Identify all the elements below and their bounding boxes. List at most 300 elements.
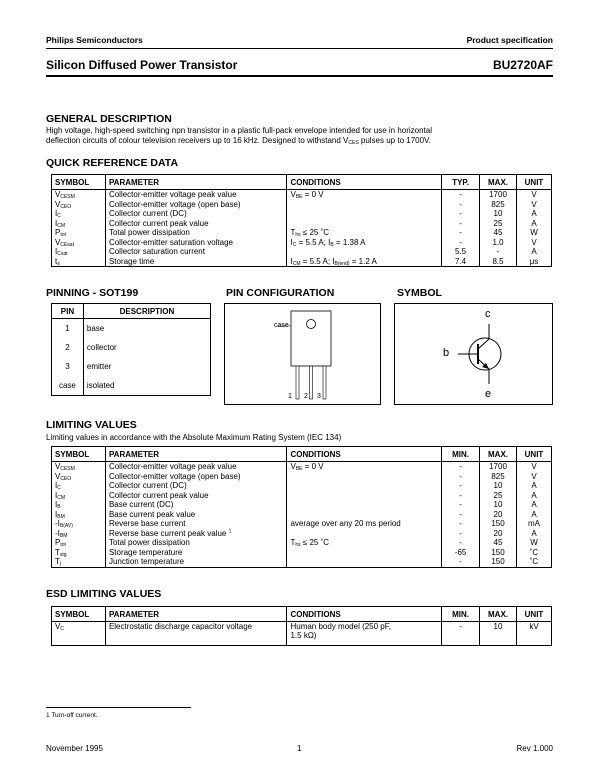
quick-reference-table — [51, 174, 552, 267]
symbol-text: V — [55, 462, 61, 471]
col-symbol: SYMBOL — [52, 175, 106, 190]
col-symbol: SYMBOL — [52, 607, 106, 622]
symbol-text: V — [55, 237, 61, 247]
parameter-text: Total power dissipation — [108, 538, 190, 547]
symbol-cell — [52, 510, 106, 520]
col-min: MIN. — [442, 607, 480, 622]
symbol-sub: CEsat — [60, 241, 74, 248]
table-row — [52, 500, 552, 510]
conditions-text-c: = 1.38 A — [333, 237, 366, 247]
transistor-symbol-box — [394, 303, 553, 405]
min-cell: - — [442, 519, 480, 529]
symbol-cell — [52, 500, 106, 510]
table-row — [52, 472, 552, 482]
parameter-cell — [105, 557, 287, 567]
max-cell: 8.5 — [480, 257, 517, 267]
symbol-text: V — [55, 622, 61, 631]
conditions-cell — [287, 462, 442, 472]
parameter-text: Reverse base current peak value — [108, 528, 229, 538]
symbol-sub: CEO — [60, 475, 72, 482]
esd-heading: ESD LIMITING VALUES — [46, 588, 162, 600]
footnote-number: 1 — [46, 712, 50, 719]
col-max: MAX. — [480, 175, 517, 190]
max-cell: 45 — [480, 538, 517, 548]
parameter-cell — [105, 200, 287, 210]
conditions-text-a: V — [290, 190, 296, 199]
table-row — [52, 510, 552, 520]
col-typ: TYP. — [442, 175, 480, 190]
col-unit: UNIT — [516, 447, 551, 462]
conditions-sub: BE — [295, 194, 303, 200]
symbol-text: P — [55, 228, 61, 237]
parameter-text: Storage time — [108, 256, 155, 266]
pin-configuration-drawing — [224, 303, 381, 405]
parameter-cell — [105, 190, 287, 200]
general-description-section — [46, 113, 172, 125]
conditions-cell — [287, 557, 442, 567]
max-cell: 1700 — [480, 462, 517, 472]
conditions-text-b: = 5.5 A; I — [300, 256, 335, 266]
conditions-cell — [287, 622, 442, 646]
conditions-sub2: B(end) — [334, 260, 350, 267]
table-row — [52, 357, 211, 376]
conditions-text-a: average over any 20 ms period — [290, 519, 401, 528]
conditions-cell — [287, 247, 442, 257]
symbol-text: P — [55, 538, 61, 547]
footnote-ref: 1 — [228, 527, 232, 534]
parameter-text: Collector-emitter voltage (open base) — [108, 471, 241, 481]
footnote — [46, 712, 98, 719]
col-parameter: PARAMETER — [105, 607, 287, 622]
page-title: Silicon Diffused Power Transistor — [46, 58, 238, 72]
parameter-cell — [105, 257, 287, 267]
parameter-text: Collector-emitter saturation voltage — [108, 237, 233, 247]
limiting-values-intro: Limiting values in accordance with the Absolute Maximum Rating System (IEC 134) — [46, 433, 342, 442]
unit-cell: A — [516, 491, 551, 501]
symbol-text: I — [55, 481, 58, 490]
symbol-text: -I — [55, 528, 60, 538]
unit-cell: A — [516, 529, 551, 539]
table-row — [52, 491, 552, 501]
symbol-cell — [52, 190, 106, 200]
symbol-sub: CM — [57, 222, 66, 229]
conditions-cell — [287, 529, 442, 539]
typ-cell: - — [442, 228, 480, 238]
table-row — [52, 548, 552, 558]
parameter-text: Base current (DC) — [108, 500, 174, 509]
unit-cell: mA — [516, 519, 551, 529]
pin-label-2: 2 — [304, 393, 308, 400]
pin-description-cell: base — [83, 319, 210, 339]
max-cell: 150 — [480, 519, 517, 529]
esd-table — [51, 606, 552, 646]
pinning-section — [46, 287, 138, 299]
max-cell: 45 — [480, 228, 517, 238]
min-cell: - — [442, 529, 480, 539]
symbol-text: I — [55, 218, 58, 228]
parameter-cell — [105, 247, 287, 257]
table-row — [52, 319, 211, 339]
max-cell: 10 — [480, 481, 517, 491]
header-rule — [46, 48, 553, 49]
limiting-table-wrap — [51, 446, 552, 568]
quick-reference-heading: QUICK REFERENCE DATA — [46, 157, 179, 169]
symbol-cell — [52, 257, 106, 267]
unit-cell: A — [516, 247, 551, 257]
pin-number-cell: 1 — [52, 319, 84, 339]
symbol-cell — [52, 238, 106, 248]
conditions-cell — [287, 257, 442, 267]
typ-cell: 7.4 — [442, 257, 480, 267]
symbol-sub: C — [60, 626, 64, 632]
max-cell: 1.0 — [480, 238, 517, 248]
title-rule — [46, 75, 553, 77]
footer-date: November 1995 — [46, 744, 103, 753]
typ-cell: - — [442, 209, 480, 219]
emitter-label: e — [485, 388, 492, 400]
desc-text-b: pulses up to 1700V. — [358, 136, 431, 145]
table-row — [52, 519, 552, 529]
parameter-cell — [105, 462, 287, 472]
table-row — [52, 257, 552, 267]
parameter-text: Junction temperature — [108, 557, 185, 566]
table-row — [52, 462, 552, 472]
pin-label-3: 3 — [317, 393, 321, 400]
parameter-cell — [105, 219, 287, 229]
footnote-text: Turn-off current. — [49, 712, 98, 719]
parameter-text: Storage temperature — [108, 547, 183, 557]
unit-cell: ˚C — [516, 548, 551, 558]
conditions-text-a: T — [290, 228, 296, 237]
conditions-text-b: ≤ 25 ˚C — [300, 538, 330, 547]
unit-cell: V — [516, 190, 551, 200]
max-cell: 150 — [480, 548, 517, 558]
symbol-text: I — [55, 490, 58, 500]
col-max: MAX. — [480, 607, 517, 622]
typ-cell: - — [442, 190, 480, 200]
parameter-cell — [105, 519, 287, 529]
unit-cell: A — [516, 481, 551, 491]
part-number: BU2720AF — [492, 58, 553, 72]
symbol-sub: j — [59, 561, 62, 567]
unit-cell: W — [516, 228, 551, 238]
general-description-line2 — [46, 136, 556, 146]
conditions-cell — [287, 190, 442, 200]
conditions-cell — [287, 238, 442, 248]
symbol-text: I — [55, 509, 58, 519]
symbol-text: t — [55, 256, 58, 266]
col-symbol: SYMBOL — [52, 447, 106, 462]
conditions-cell — [287, 500, 442, 510]
max-cell: 20 — [480, 529, 517, 539]
max-cell: 10 — [480, 209, 517, 219]
parameter-cell — [105, 529, 287, 539]
max-cell: 825 — [480, 472, 517, 482]
conditions-cell — [287, 491, 442, 501]
parameter-cell — [105, 228, 287, 238]
symbol-cell — [52, 548, 106, 558]
table-row — [52, 481, 552, 491]
limiting-values-heading: LIMITING VALUES — [46, 419, 137, 431]
conditions-text-a: V — [290, 462, 296, 471]
symbol-text: I — [55, 247, 58, 256]
symbol-cell — [52, 529, 106, 539]
conditions-cell — [287, 472, 442, 482]
col-max: MAX. — [480, 447, 517, 462]
conditions-sub: CM — [292, 260, 301, 267]
table-row — [52, 376, 211, 396]
symbol-text: V — [55, 190, 61, 199]
parameter-cell — [105, 500, 287, 510]
symbol-cell — [52, 557, 106, 567]
parameter-text: Collector-emitter voltage peak value — [108, 190, 237, 199]
symbol-sub: Csat — [57, 251, 68, 257]
symbol-sub: BM — [57, 513, 65, 520]
conditions-text-a: T — [290, 538, 296, 547]
case-label: case — [274, 322, 289, 329]
parameter-text: Collector-emitter voltage peak value — [108, 462, 237, 471]
conditions-text-a: I — [290, 256, 293, 266]
symbol-sub: tot — [60, 232, 66, 238]
footer-page-number: 1 — [297, 744, 302, 753]
table-row — [52, 219, 552, 229]
max-cell: 10 — [480, 500, 517, 510]
max-cell: - — [480, 247, 517, 257]
symbol-cell — [52, 472, 106, 482]
max-cell: 25 — [480, 491, 517, 501]
unit-cell: A — [516, 500, 551, 510]
unit-cell: ˚C — [516, 557, 551, 567]
unit-cell: A — [516, 209, 551, 219]
general-description-line1: High voltage, high-speed switching npn transistor in a plastic full-pack envelope intended for use in horizontal — [46, 126, 433, 135]
symbol-text: V — [55, 199, 61, 209]
min-cell: - — [442, 510, 480, 520]
table-row — [52, 338, 211, 357]
unit-cell: kV — [516, 622, 551, 646]
conditions-sub: BE — [295, 466, 303, 472]
esd-table-wrap — [51, 606, 552, 646]
symbol-sub: CEO — [60, 203, 72, 210]
package-outline-icon — [225, 304, 380, 404]
table-row — [52, 190, 552, 200]
parameter-cell — [105, 510, 287, 520]
quick-reference-table-wrap — [51, 174, 552, 267]
pin-label-1: 1 — [288, 393, 292, 400]
min-cell: - — [442, 500, 480, 510]
symbol-cell — [52, 538, 106, 548]
parameter-text: Collector current peak value — [108, 490, 209, 500]
unit-cell: A — [516, 219, 551, 229]
conditions-text-b: = 0 V — [302, 190, 324, 199]
unit-cell: A — [516, 510, 551, 520]
esd-section — [46, 588, 161, 600]
parameter-cell — [105, 491, 287, 501]
max-cell: 25 — [480, 219, 517, 229]
parameter-cell — [105, 238, 287, 248]
unit-cell: V — [516, 462, 551, 472]
conditions-sub2: B — [330, 241, 334, 248]
col-parameter: PARAMETER — [105, 447, 287, 462]
max-cell: 150 — [480, 557, 517, 567]
conditions-line2: 1.5 kΩ) — [290, 631, 317, 640]
conditions-sub: hs — [295, 542, 301, 548]
symbol-sub: tot — [60, 542, 66, 548]
unit-cell: W — [516, 538, 551, 548]
symbol-cell — [52, 200, 106, 210]
min-cell: - — [442, 622, 480, 646]
parameter-text: Base current peak value — [108, 509, 196, 519]
parameter-text: Collector current peak value — [108, 218, 209, 228]
pinning-table — [51, 303, 211, 396]
symbol-text: V — [55, 471, 61, 481]
max-cell: 10 — [480, 622, 517, 646]
table-row — [52, 538, 552, 548]
min-cell: - — [442, 472, 480, 482]
footnote-rule — [46, 707, 191, 708]
symbol-sub: CM — [57, 494, 66, 501]
base-label: b — [443, 347, 450, 359]
max-cell: 20 — [480, 510, 517, 520]
min-cell: -65 — [442, 548, 480, 558]
conditions-cell — [287, 200, 442, 210]
conditions-text-b: = 5.5 A; I — [296, 237, 331, 247]
conditions-text-b: ≤ 25 ˚C — [300, 228, 330, 237]
min-cell: - — [442, 462, 480, 472]
min-cell: - — [442, 538, 480, 548]
table-row — [52, 228, 552, 238]
pin-description-cell: collector — [83, 338, 210, 357]
parameter-text: Total power dissipation — [108, 228, 190, 237]
conditions-line1: Human body model (250 pF, — [290, 622, 391, 631]
symbol-cell — [52, 228, 106, 238]
desc-sub: CES — [348, 140, 359, 146]
conditions-cell — [287, 209, 442, 219]
table-row — [52, 200, 552, 210]
conditions-cell — [287, 219, 442, 229]
pin-configuration-section — [226, 287, 334, 299]
pin-number-cell: case — [52, 376, 84, 396]
symbol-cell — [52, 622, 106, 646]
symbol-sub: s — [57, 260, 60, 267]
unit-cell: V — [516, 200, 551, 210]
pinning-table-wrap — [51, 303, 211, 396]
quick-reference-section — [46, 157, 178, 169]
parameter-text: Collector current (DC) — [108, 481, 187, 490]
min-cell: - — [442, 491, 480, 501]
symbol-sub: stg — [59, 551, 67, 558]
col-description: DESCRIPTION — [83, 304, 210, 319]
parameter-cell — [105, 209, 287, 219]
pin-configuration-heading: PIN CONFIGURATION — [226, 287, 335, 299]
company-name: Philips Semiconductors — [46, 35, 143, 45]
table-row — [52, 529, 552, 539]
typ-cell: - — [442, 219, 480, 229]
symbol-text: T — [55, 557, 60, 566]
col-conditions: CONDITIONS — [287, 447, 442, 462]
conditions-cell — [287, 510, 442, 520]
table-row — [52, 209, 552, 219]
conditions-cell — [287, 481, 442, 491]
symbol-cell — [52, 219, 106, 229]
symbol-text: T — [55, 547, 60, 557]
typ-cell: - — [442, 238, 480, 248]
symbol-sub: B(AV) — [59, 523, 73, 529]
conditions-cell — [287, 548, 442, 558]
parameter-cell: Electrostatic discharge capacitor voltage — [105, 622, 287, 646]
symbol-cell — [52, 519, 106, 529]
unit-cell: V — [516, 238, 551, 248]
symbol-cell — [52, 247, 106, 257]
symbol-text: I — [55, 500, 58, 509]
symbol-text: -I — [55, 519, 60, 528]
conditions-cell — [287, 519, 442, 529]
symbol-cell — [52, 209, 106, 219]
npn-transistor-icon — [395, 304, 552, 404]
conditions-cell — [287, 538, 442, 548]
table-row — [52, 238, 552, 248]
parameter-text: Collector-emitter voltage (open base) — [108, 199, 241, 209]
unit-cell: μs — [516, 257, 551, 267]
min-cell: - — [442, 557, 480, 567]
document-type: Product specification — [466, 35, 553, 45]
parameter-text: Collector current (DC) — [108, 209, 187, 218]
pin-number-cell: 3 — [52, 357, 84, 376]
pin-description-cell: isolated — [83, 376, 210, 396]
collector-label: c — [485, 308, 491, 320]
symbol-sub: C — [57, 213, 61, 219]
symbol-sub: CESM — [60, 194, 75, 200]
general-description-text — [46, 126, 556, 146]
typ-cell: - — [442, 200, 480, 210]
conditions-cell — [287, 228, 442, 238]
col-unit: UNIT — [516, 175, 551, 190]
desc-text-a: deflection circuits of colour television receivers up to 16 kHz. Designed to withstand V — [46, 136, 349, 145]
general-description-heading: GENERAL DESCRIPTION — [46, 113, 172, 125]
min-cell: - — [442, 481, 480, 491]
col-unit: UNIT — [516, 607, 551, 622]
max-cell: 825 — [480, 200, 517, 210]
symbol-section — [397, 287, 442, 299]
table-row — [52, 247, 552, 257]
pinning-heading: PINNING - SOT199 — [46, 287, 139, 299]
pin-description-cell: emitter — [83, 357, 210, 376]
parameter-text: Collector saturation current — [108, 247, 205, 256]
limiting-values-section — [46, 419, 137, 431]
max-cell: 1700 — [480, 190, 517, 200]
symbol-sub: CESM — [60, 466, 75, 472]
symbol-text: I — [55, 209, 58, 218]
parameter-cell — [105, 481, 287, 491]
table-row — [52, 557, 552, 567]
col-min: MIN. — [442, 447, 480, 462]
table-row — [52, 622, 552, 646]
footer-revision: Rev 1.000 — [516, 744, 553, 753]
symbol-sub: C — [57, 485, 61, 491]
parameter-cell — [105, 538, 287, 548]
symbol-cell — [52, 462, 106, 472]
parameter-text: Reverse base current — [108, 519, 186, 528]
limiting-values-table — [51, 446, 552, 568]
pin-number-cell: 2 — [52, 338, 84, 357]
typ-cell: 5.5 — [442, 247, 480, 257]
symbol-sub: BM — [59, 532, 68, 539]
parameter-cell — [105, 548, 287, 558]
symbol-cell — [52, 491, 106, 501]
conditions-text-c: = 1.2 A — [349, 256, 377, 266]
conditions-text-b: = 0 V — [302, 462, 324, 471]
symbol-heading: SYMBOL — [397, 287, 442, 299]
symbol-cell — [52, 481, 106, 491]
